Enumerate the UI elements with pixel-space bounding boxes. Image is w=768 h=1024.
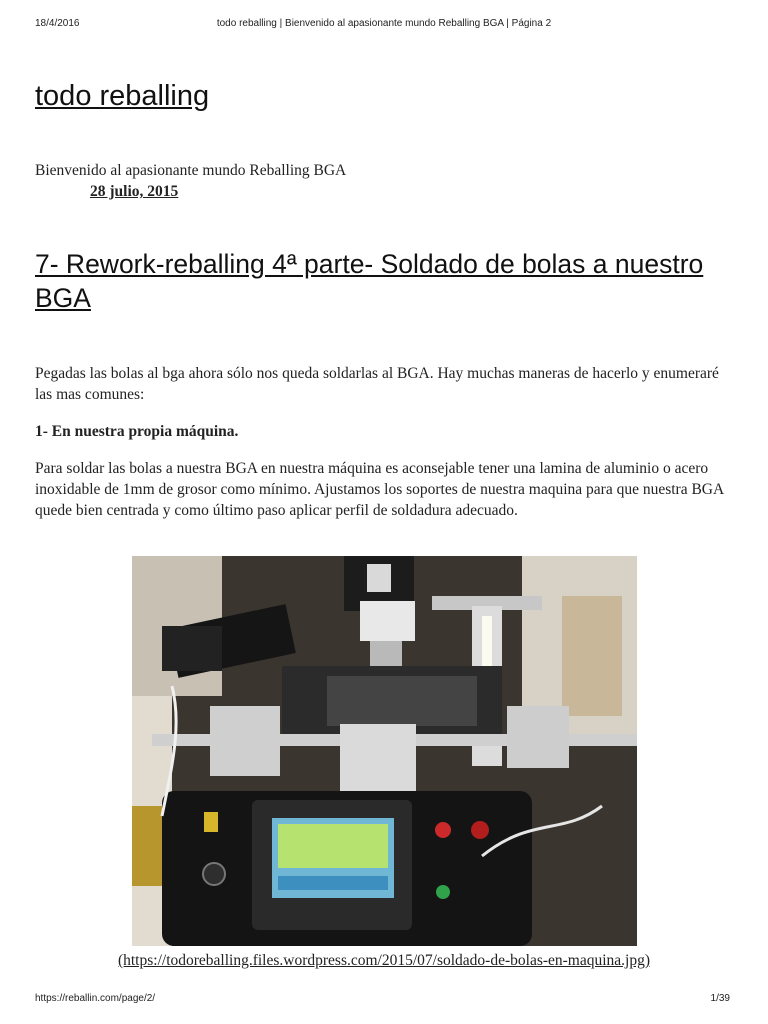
print-page-number: 1/39 xyxy=(710,993,730,1004)
print-date: 18/4/2016 xyxy=(35,18,80,29)
rework-machine-photo[interactable] xyxy=(132,556,637,946)
site-title-link[interactable]: todo reballing xyxy=(35,80,210,112)
post-paragraph-intro: Pegadas las bolas al bga ahora sólo nos queda soldarlas al BGA. Hay muchas maneras de hacerlo y enumeraré las mas comunes: xyxy=(35,365,719,403)
print-url: https://reballin.com/page/2/ xyxy=(35,993,156,1004)
post-subheading: 1- En nuestra propia máquina. xyxy=(35,423,239,440)
site-tagline: Bienvenido al apasionante mundo Reballing BGA xyxy=(35,162,347,179)
post-paragraph-machine: Para soldar las bolas a nuestra BGA en nuestra máquina es aconsejable tener una lamina de aluminio o acero inoxidable de 1mm de grosor como mínimo. Ajustamos los soportes de nuestra maquina para que nuestra BGA quede bien centrada y como último paso aplicar perfil de soldadura adecuado. xyxy=(35,460,724,519)
post-title-link[interactable]: 7- Rework-reballing 4ª parte- Soldado de bolas a nuestro BGA xyxy=(35,249,704,313)
image-source-link[interactable]: (https://todoreballing.files.wordpress.com/2015/07/soldado-de-bolas-en-maquina.jpg) xyxy=(117,952,651,969)
post-date-link[interactable]: 28 julio, 2015 xyxy=(90,183,179,200)
print-page-title: todo reballing | Bienvenido al apasionante mundo Reballing BGA | Página 2 xyxy=(216,18,552,29)
